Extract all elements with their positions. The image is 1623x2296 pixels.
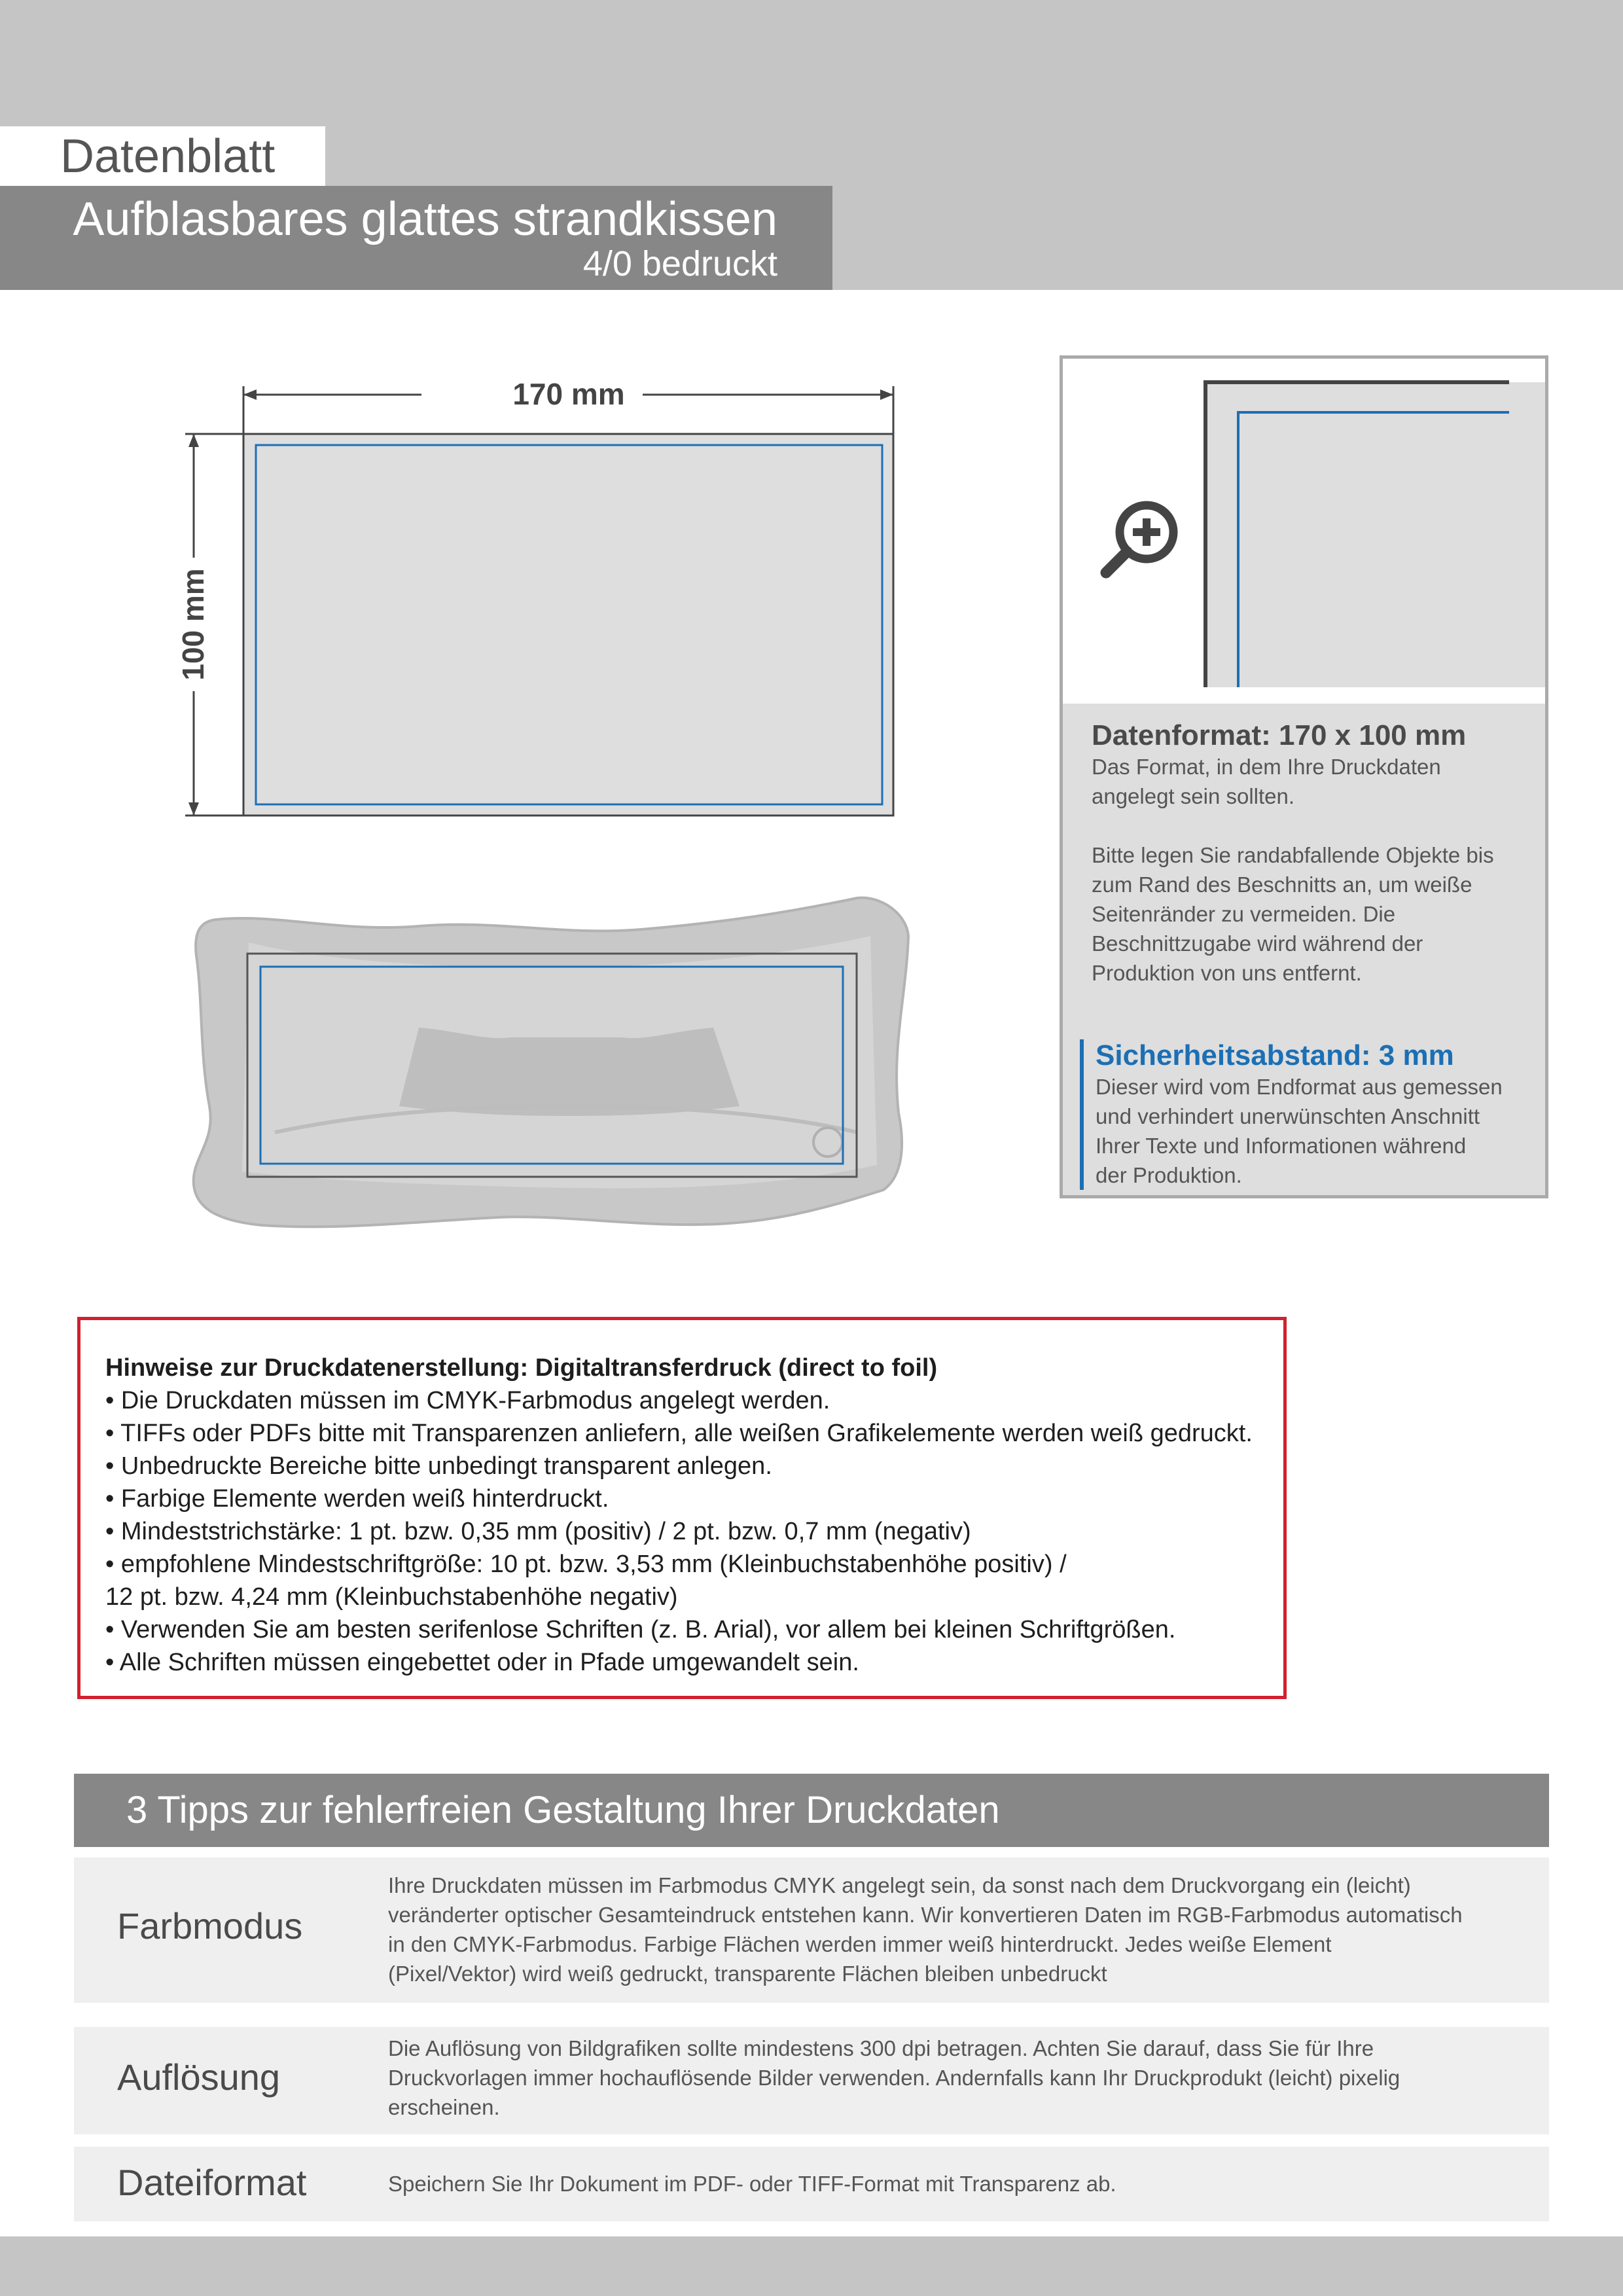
document-label: Datenblatt [0,126,325,187]
notes-heading: Hinweise zur Druckdatenerstellung: Digitaltransferdruck (direct to foil) [105,1354,938,1382]
format-rectangle [243,434,893,816]
bottom-band [0,2236,1623,2296]
tip-text: Die Auflösung von Bildgrafiken sollte mindestens 300 dpi betragen. Achten Sie darauf, dass Sie für Ihre Druckvorlagen immer hochauflösende Bilder verwenden. Andernfalls kann Ihr Druckprodukt (leicht) pixelig erscheinen. [388,2036,1400,2119]
notes-line: • Farbige Elemente werden weiß hinterdruckt. [105,1485,609,1513]
tip-row-aufloesung [74,2027,1549,2134]
tip-row-farbmodus [74,1857,1549,2003]
notes-line: 12 pt. bzw. 4,24 mm (Kleinbuchstabenhöhe negativ) [105,1583,678,1611]
tip-text: Ihre Druckdaten müssen im Farbmodus CMYK angelegt sein, da sonst nach dem Druckvorgang ein (leicht) veränderter optischer Gesamteindruck entstehen kann. Wir konvertieren Daten im RGB-Farbmodus automatisch in den CMYK-Farbmodus. Farbige Flächen werden immer weiß hinterdruckt. Jedes weiße Element (Pixel/Vektor) wird weiß gedruckt, transparente Flächen bleiben unbedruckt [388,1873,1463,1986]
width-label: 170 mm [512,377,625,411]
tip-label: Auflösung [117,2056,281,2098]
zoom-detail-panel [1060,355,1548,1198]
notes-line: • Die Druckdaten müssen im CMYK-Farbmodus angelegt werden. [105,1387,830,1414]
format-heading: Datenformat: 170 x 100 mm [1092,719,1467,751]
height-label: 100 mm [176,568,210,681]
safety-info [1080,1039,1525,1190]
bleed-text: Bitte legen Sie randabfallende Objekte bis zum Rand des Beschnitts an, um weiße Seitenränder zu vermeiden. Die Beschnittzugabe wird während der Produktion von uns entfernt. [1092,843,1494,985]
zoom-preview [1063,359,1545,704]
tip-label: Farbmodus [117,1905,303,1946]
product-subtitle: 4/0 bedruckt [582,244,777,283]
safety-heading: Sicherheitsabstand: 3 mm [1096,1039,1454,1071]
notes-line: • TIFFs oder PDFs bitte mit Transparenzen anliefern, alle weißen Grafikelemente werden weiß gedruckt. [105,1420,1253,1447]
notes-line: • Alle Schriften müssen eingebettet oder in Pfade umgewandelt sein. [105,1649,859,1676]
pillow-mockup [194,898,908,1227]
print-notes-box [77,1317,1287,1699]
tip-row-dateiformat [74,2147,1549,2221]
notes-line: • Mindeststrichstärke: 1 pt. bzw. 0,35 mm (positiv) / 2 pt. bzw. 0,7 mm (negativ) [105,1518,971,1545]
notes-line: • Unbedruckte Bereiche bitte unbedingt transparent anlegen. [105,1452,772,1480]
format-text: Das Format, in dem Ihre Druckdaten angelegt sein sollten. [1092,755,1441,808]
safety-text: Dieser wird vom Endformat aus gemessen und verhindert unerwünschten Anschnitt Ihrer Texte und Informationen während der Produktion. [1096,1075,1503,1187]
tip-label: Dateiformat [117,2162,307,2203]
zoom-in-icon [1106,505,1173,573]
notes-line: • empfohlene Mindestschriftgröße: 10 pt. bzw. 3,53 mm (Kleinbuchstabenhöhe positiv) / [105,1551,1067,1578]
product-title: Aufblasbares glattes strandkissen [73,193,777,245]
notes-line: • Verwenden Sie am besten serifenlose Schriften (z. B. Arial), vor allem bei kleinen Schriftgrößen. [105,1616,1176,1643]
tip-text: Speichern Sie Ihr Dokument im PDF- oder TIFF-Format mit Transparenz ab. [388,2172,1116,2196]
tips-heading: 3 Tipps zur fehlerfreien Gestaltung Ihrer Druckdaten [74,1774,1549,1847]
